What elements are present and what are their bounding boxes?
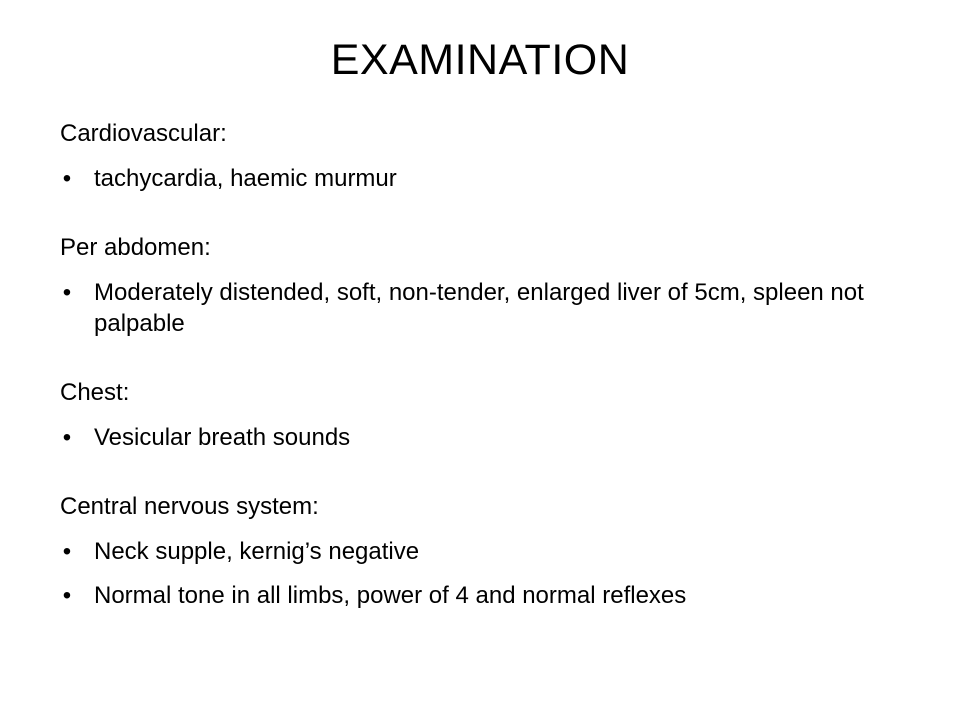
bullet-list [60,536,880,611]
bullet-item [60,163,880,194]
bullet-icon: • [62,538,72,565]
bullet-list [60,277,880,339]
section-heading: Central nervous system: [60,493,319,520]
section-heading: Cardiovascular: [60,120,227,147]
bullet-list [60,163,880,194]
bullet-item [60,580,880,611]
bullet-text: Moderately distended, soft, non-tender, enlarged liver of 5cm, spleen not palpable [94,279,864,337]
section-heading: Per abdomen: [60,234,211,261]
bullet-item [60,422,880,453]
slide-content [60,118,880,611]
section-central-nervous-system [60,491,880,611]
section-cardiovascular [60,118,880,194]
bullet-item [60,536,880,567]
bullet-icon: • [62,165,72,192]
bullet-text: Normal tone in all limbs, power of 4 and normal reflexes [94,582,687,609]
section-heading: Chest: [60,379,130,406]
section-chest [60,377,880,453]
bullet-list [60,422,880,453]
bullet-item [60,277,880,339]
bullet-icon: • [62,582,72,609]
bullet-text: Vesicular breath sounds [94,424,351,451]
bullet-icon: • [62,279,72,306]
bullet-text: tachycardia, haemic murmur [94,165,397,192]
bullet-text: Neck supple, kernig’s negative [94,538,420,565]
bullet-icon: • [62,424,72,451]
section-per-abdomen [60,232,880,339]
slide-title: EXAMINATION [330,36,630,84]
